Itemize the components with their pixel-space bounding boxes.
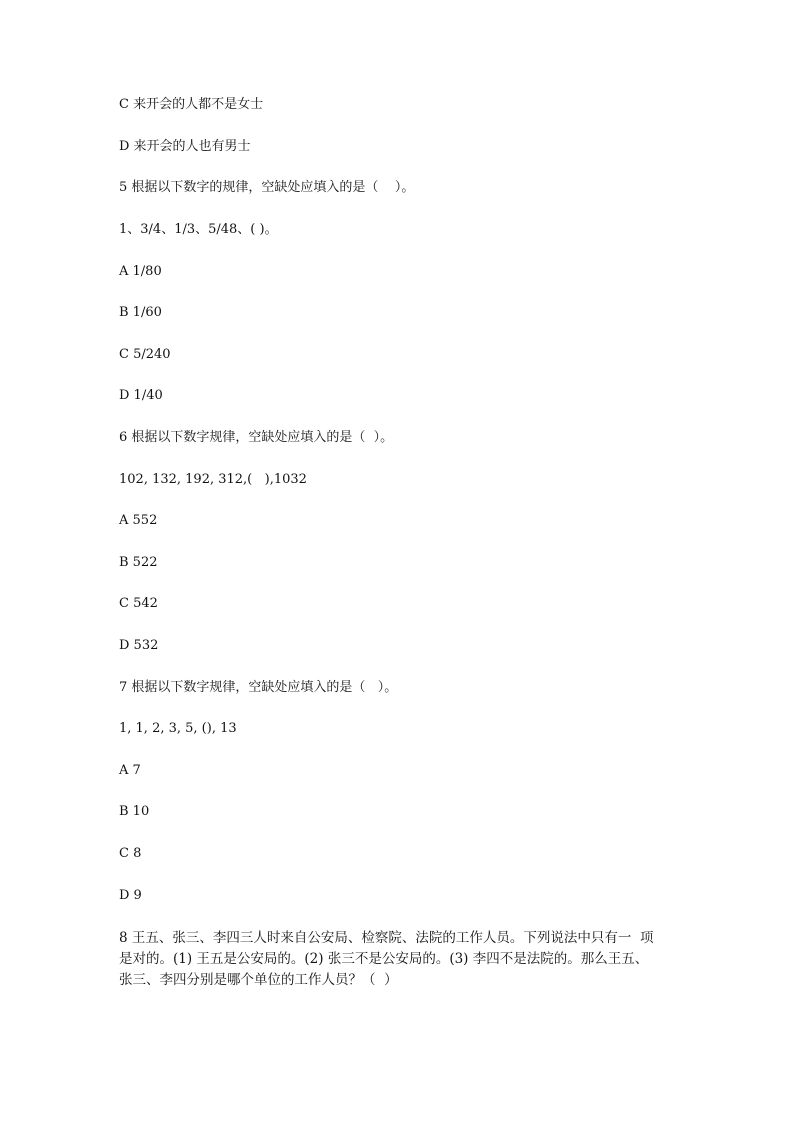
question-7-option-c: C 8 bbox=[119, 846, 142, 861]
question-7: 7 根据以下数字规律，空缺处应填入的是（ ）。 bbox=[119, 680, 398, 695]
question-8-line-1: 8 王五、张三、李四三人时来自公安局、检察院、法院的工作人员。下列说法中只有一 项 bbox=[119, 930, 654, 946]
question-6-option-a: A 552 bbox=[119, 513, 158, 528]
option-c-text: C 来开会的人都不是女士 bbox=[119, 97, 264, 112]
question-6-sequence: 102, 132, 192, 312,( ),1032 bbox=[119, 472, 307, 487]
question-5-option-b: B 1/60 bbox=[119, 305, 162, 320]
question-5-option-a: A 1/80 bbox=[119, 264, 162, 279]
question-8-line-3: 张三、李四分别是哪个单位的工作人员？（ ） bbox=[119, 972, 398, 988]
question-6-option-c: C 542 bbox=[119, 596, 158, 611]
question-5-sequence: 1、3/4、1/3、5/48、( )。 bbox=[119, 222, 278, 237]
question-6: 6 根据以下数字规律，空缺处应填入的是（ ）。 bbox=[119, 430, 394, 445]
question-7-option-a: A 7 bbox=[119, 763, 141, 778]
question-6-option-d: D 532 bbox=[119, 638, 159, 653]
question-7-option-b: B 10 bbox=[119, 804, 150, 819]
question-6-option-b: B 522 bbox=[119, 555, 158, 570]
question-5: 5 根据以下数字的规律，空缺处应填入的是（ ）。 bbox=[119, 180, 415, 195]
question-7-sequence: 1, 1, 2, 3, 5, (), 13 bbox=[119, 721, 237, 736]
option-d-text: D 来开会的人也有男士 bbox=[119, 139, 251, 154]
question-8-line-2: 是对的。(1) 王五是公安局的。(2) 张三不是公安局的。(3) 李四不是法院的。那么王五、 bbox=[119, 951, 649, 967]
question-8 bbox=[119, 928, 689, 991]
question-5-option-c: C 5/240 bbox=[119, 347, 171, 362]
question-5-option-d: D 1/40 bbox=[119, 388, 163, 403]
question-7-option-d: D 9 bbox=[119, 888, 142, 903]
